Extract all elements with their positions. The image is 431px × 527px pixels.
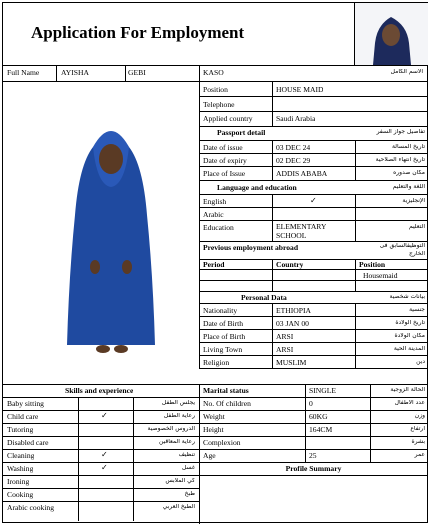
language-header-ar: اللغة والتعليم xyxy=(392,184,425,190)
employment-header: Previous employment abroad xyxy=(203,244,299,252)
skill-child-care-ar: رعاية الطفل xyxy=(163,413,195,419)
age-value: 25 xyxy=(309,452,317,460)
skill-washing-ar: غسل xyxy=(181,465,195,471)
religion-value: MUSLIM xyxy=(276,359,307,367)
page-title: Application For Employment xyxy=(31,23,245,42)
religion-label: Religion xyxy=(203,359,230,367)
religion-ar: دين xyxy=(416,359,425,365)
date-of-expiry-value: 02 DEC 29 xyxy=(276,157,311,165)
date-of-birth-value: 03 JAN 00 xyxy=(276,320,309,328)
language-header: Language and education xyxy=(217,184,297,192)
date-of-issue-value: 03 DEC 24 xyxy=(276,144,311,152)
skill-cleaning-label: Cleaning xyxy=(7,452,35,460)
employment-col-period: Period xyxy=(203,261,225,269)
employment-header-ar-2: الخارج xyxy=(409,251,425,257)
position-value: HOUSE MAID xyxy=(276,86,324,94)
passport-header: Passport detail xyxy=(217,129,266,137)
english-label: English xyxy=(203,198,227,206)
skill-cooking-label: Cooking xyxy=(7,491,34,499)
skill-arabic-cooking-label: Arabic cooking xyxy=(7,504,55,512)
place-of-issue-label: Place of Issue xyxy=(203,170,246,178)
skill-washing-label: Washing xyxy=(7,465,34,473)
education-value-line2: SCHOOL xyxy=(276,232,307,240)
skill-washing-check-icon: ✓ xyxy=(101,463,108,472)
passport-header-ar: تفاصيل جواز السفر xyxy=(376,129,425,135)
skill-baby-sitting-ar: يجلس الطفل xyxy=(161,400,195,406)
skill-disabled-care-ar: رعاية المعاقين xyxy=(158,439,195,445)
skill-child-care-label: Child care xyxy=(7,413,39,421)
employment-position-value: Housemaid xyxy=(363,272,398,280)
skill-arabic-cooking-ar: الطبخ العربي xyxy=(162,504,195,510)
marital-status-value: SINGLE xyxy=(309,387,336,395)
height-value: 164CM xyxy=(309,426,333,434)
age-ar: عمر xyxy=(414,452,425,458)
skills-header: Skills and experience xyxy=(65,387,134,395)
middle-name: GEBI xyxy=(128,69,146,77)
applied-country-value: Saudi Arabia xyxy=(276,115,316,123)
weight-value: 60KG xyxy=(309,413,328,421)
weight-label: Weight xyxy=(203,413,225,421)
marital-status-label: Marital status xyxy=(203,387,249,395)
skill-baby-sitting-label: Baby sitting xyxy=(7,400,44,408)
place-of-issue-ar: مكان صدوره xyxy=(393,170,425,176)
english-check-icon: ✓ xyxy=(310,196,317,205)
date-of-expiry-label: Date of expiry xyxy=(203,157,247,165)
skill-cleaning-ar: تنظيف xyxy=(178,452,195,458)
employment-header-ar-1: التوظيفالسابق فى xyxy=(379,243,425,249)
position-label: Position xyxy=(203,86,228,94)
complexion-label: Complexion xyxy=(203,439,241,447)
skill-cooking-ar: طبخ xyxy=(184,491,195,497)
skill-ironing-label: Ironing xyxy=(7,478,30,486)
children-value: 0 xyxy=(309,400,313,408)
education-label: Education xyxy=(203,224,234,232)
date-of-birth-label: Date of Birth xyxy=(203,320,244,328)
nationality-value: ETHIOPIA xyxy=(276,307,312,315)
nationality-label: Nationality xyxy=(203,307,238,315)
profile-summary-header: Profile Summary xyxy=(285,465,342,473)
arabic-label: Arabic xyxy=(203,211,224,219)
living-town-value: ARSI xyxy=(276,346,294,354)
living-town-ar: المدينة الحية xyxy=(393,346,425,352)
first-name: AYISHA xyxy=(61,69,89,77)
complexion-ar: بشرة xyxy=(411,439,425,445)
telephone-label: Telephone xyxy=(203,101,235,109)
date-of-issue-label: Date of issue xyxy=(203,144,243,152)
children-label: No. Of children xyxy=(203,400,251,408)
employment-col-position: Position xyxy=(359,261,386,269)
height-label: Height xyxy=(203,426,224,434)
full-name-label: Full Name xyxy=(7,69,40,77)
education-ar: التعليم xyxy=(409,224,425,230)
place-of-birth-value: ARSI xyxy=(276,333,294,341)
application-form xyxy=(2,2,428,523)
applied-country-label: Applied country xyxy=(203,115,253,123)
skill-tutoring-label: Tutoring xyxy=(7,426,34,434)
personal-header-ar: بيانات شخصية xyxy=(389,294,425,300)
date-of-birth-ar: تاريخ الولادة xyxy=(395,320,425,326)
place-of-birth-ar: مكان الولادة xyxy=(394,333,425,339)
date-of-expiry-ar: تاريخ انتهاء الصلاحية xyxy=(375,157,425,163)
living-town-label: Living Town xyxy=(203,346,243,354)
skill-cleaning-check-icon: ✓ xyxy=(101,450,108,459)
weight-ar: وزن xyxy=(414,413,425,419)
education-value-line1: ELEMENTARY xyxy=(276,223,327,231)
height-ar: ارتفاع xyxy=(410,426,425,432)
full-body-photo xyxy=(27,95,195,365)
full-name-label-ar: الاسم الكامل xyxy=(390,69,423,75)
skill-ironing-ar: كي الملابس xyxy=(165,478,195,484)
skill-child-care-check-icon: ✓ xyxy=(101,411,108,420)
skill-disabled-care-label: Disabled care xyxy=(7,439,49,447)
children-ar: عدد الأطفال xyxy=(394,400,425,406)
personal-header: Personal Data xyxy=(241,294,287,302)
english-ar: الإنجليزية xyxy=(402,198,425,204)
employment-col-country: Country xyxy=(276,261,304,269)
marital-status-ar: الحالة الزوجية xyxy=(390,387,425,393)
age-label: Age xyxy=(203,452,216,460)
nationality-ar: جنسية xyxy=(409,307,425,313)
place-of-birth-label: Place of Birth xyxy=(203,333,246,341)
last-name: KASO xyxy=(203,69,224,77)
skill-tutoring-ar: الدروس الخصوصية xyxy=(147,426,195,432)
date-of-issue-ar: تاريخ المسألة xyxy=(391,144,425,150)
place-of-issue-value: ADDIS ABABA xyxy=(276,170,328,178)
portrait-photo xyxy=(355,3,428,65)
